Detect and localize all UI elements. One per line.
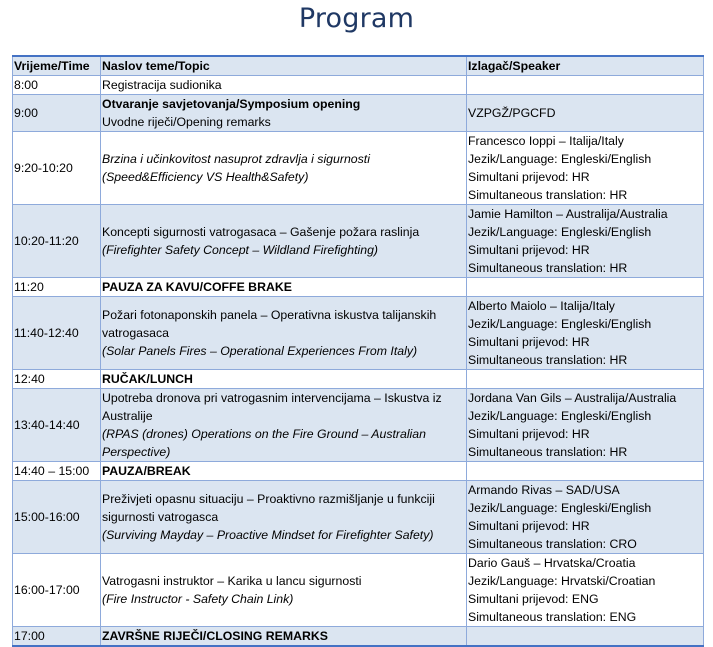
speaker-cell (467, 627, 704, 647)
speaker-line: Jamie Hamilton – Australija/Australia (468, 207, 668, 221)
topic-cell (101, 554, 467, 627)
speaker-line: Simultaneous translation: CRO (468, 537, 637, 551)
table-header-row (13, 56, 704, 76)
topic-cell (101, 462, 467, 481)
topic-cell (101, 95, 467, 132)
speaker-line: Jezik/Language: Hrvatski/Croatian (468, 574, 656, 588)
speaker-line: Jezik/Language: Engleski/English (468, 317, 652, 331)
speaker-line: Francesco Ioppi – Italija/Italy (468, 134, 624, 148)
speaker-cell (467, 297, 704, 370)
speaker-line: Jordana Van Gils – Australija/Australia (468, 391, 677, 405)
topic-line: (Surviving Mayday – Proactive Mindset for Firefighter Safety) (102, 528, 434, 542)
time-cell: 12:40 (13, 370, 101, 389)
time-cell: 8:00 (13, 76, 101, 95)
speaker-cell (467, 370, 704, 389)
header-topic: Naslov teme/Topic (101, 56, 467, 76)
speaker-line: Simultaneous translation: HR (468, 188, 628, 202)
program-table (12, 55, 704, 647)
speaker-line: Jezik/Language: Engleski/English (468, 225, 652, 239)
speaker-line: Alberto Maiolo – Italija/Italy (468, 299, 615, 313)
table-row (13, 554, 704, 627)
speaker-line: Dario Gauš – Hrvatska/Croatia (468, 556, 636, 570)
time-cell: 13:40-14:40 (13, 389, 101, 462)
speaker-cell (467, 205, 704, 278)
topic-line: ZAVRŠNE RIJEČI/CLOSING REMARKS (102, 629, 328, 643)
speaker-line: Simultaneous translation: HR (468, 445, 628, 459)
topic-line: (Speed&Efficiency VS Health&Safety) (102, 170, 309, 184)
speaker-line: Jezik/Language: Engleski/English (468, 501, 652, 515)
time-cell: 16:00-17:00 (13, 554, 101, 627)
table-row (13, 95, 704, 132)
speaker-line: Simultani prijevod: HR (468, 243, 590, 257)
topic-cell (101, 132, 467, 205)
topic-line: PAUZA/BREAK (102, 464, 191, 478)
speaker-line: Simultani prijevod: HR (468, 519, 590, 533)
time-cell: 14:40 – 15:00 (13, 462, 101, 481)
header-speaker: Izlagač/Speaker (467, 56, 704, 76)
speaker-line: Simultaneous translation: HR (468, 353, 628, 367)
speaker-cell (467, 462, 704, 481)
speaker-line: Jezik/Language: Engleski/English (468, 152, 652, 166)
topic-cell (101, 205, 467, 278)
speaker-cell (467, 554, 704, 627)
header-time: Vrijeme/Time (13, 56, 101, 76)
speaker-line: VZPGŽ/PGCFD (468, 106, 556, 120)
table-row (13, 627, 704, 647)
time-cell: 11:40-12:40 (13, 297, 101, 370)
topic-cell (101, 76, 467, 95)
speaker-cell (467, 95, 704, 132)
topic-line: Upotreba dronova pri vatrogasnim intervencijama – Iskustva iz Australije (102, 391, 442, 423)
speaker-line: Simultaneous translation: ENG (468, 610, 637, 624)
table-row (13, 389, 704, 462)
speaker-cell (467, 132, 704, 205)
page-title: Program (298, 3, 415, 34)
table-row (13, 132, 704, 205)
speaker-line: Simultani prijevod: ENG (468, 592, 599, 606)
topic-cell (101, 627, 467, 647)
topic-line: (Solar Panels Fires – Operational Experiences From Italy) (102, 344, 418, 358)
topic-line: Preživjeti opasnu situaciju – Proaktivno razmišljanje u funkciji sigurnosti vatrogasca (102, 492, 435, 524)
time-cell: 15:00-16:00 (13, 481, 101, 554)
topic-line: Požari fotonaponskih panela – Operativna iskustva talijanskih vatrogasaca (102, 308, 437, 340)
topic-line: Koncepti sigurnosti vatrogasaca – Gašenje požara raslinja (102, 225, 420, 239)
table-row (13, 76, 704, 95)
table-row (13, 297, 704, 370)
speaker-line: Simultani prijevod: HR (468, 335, 590, 349)
speaker-line: Armando Rivas – SAD/USA (468, 483, 620, 497)
topic-cell (101, 481, 467, 554)
topic-line: RUČAK/LUNCH (102, 372, 193, 386)
topic-line: Vatrogasni instruktor – Karika u lancu sigurnosti (102, 574, 362, 588)
topic-line: PAUZA ZA KAVU/COFFE BRAKE (102, 280, 292, 294)
speaker-line: Simultaneous translation: HR (468, 261, 628, 275)
time-cell: 17:00 (13, 627, 101, 647)
speaker-cell (467, 278, 704, 297)
speaker-cell (467, 481, 704, 554)
topic-line: Registracija sudionika (102, 78, 222, 92)
topic-line: (Fire Instructor - Safety Chain Link) (102, 592, 294, 606)
time-cell: 11:20 (13, 278, 101, 297)
table-row (13, 462, 704, 481)
topic-cell (101, 297, 467, 370)
speaker-line: Jezik/Language: Engleski/English (468, 409, 652, 423)
speaker-line: Simultani prijevod: HR (468, 170, 590, 184)
time-cell: 10:20-11:20 (13, 205, 101, 278)
speaker-cell (467, 76, 704, 95)
topic-line: Brzina i učinkovitost nasuprot zdravlja i sigurnosti (102, 152, 370, 166)
topic-line: Otvaranje savjetovanja/Symposium opening (102, 97, 361, 111)
topic-cell (101, 278, 467, 297)
table-row (13, 205, 704, 278)
topic-cell (101, 370, 467, 389)
speaker-cell (467, 389, 704, 462)
topic-line: Uvodne riječi/Opening remarks (102, 115, 271, 129)
table-row (13, 481, 704, 554)
topic-line: (Firefighter Safety Concept – Wildland Firefighting) (102, 243, 379, 257)
time-cell: 9:00 (13, 95, 101, 132)
table-row (13, 370, 704, 389)
topic-cell (101, 389, 467, 462)
speaker-line: Simultani prijevod: HR (468, 427, 590, 441)
topic-line: (RPAS (drones) Operations on the Fire Ground – Australian Perspective) (102, 427, 426, 459)
time-cell: 9:20-10:20 (13, 132, 101, 205)
table-row (13, 278, 704, 297)
